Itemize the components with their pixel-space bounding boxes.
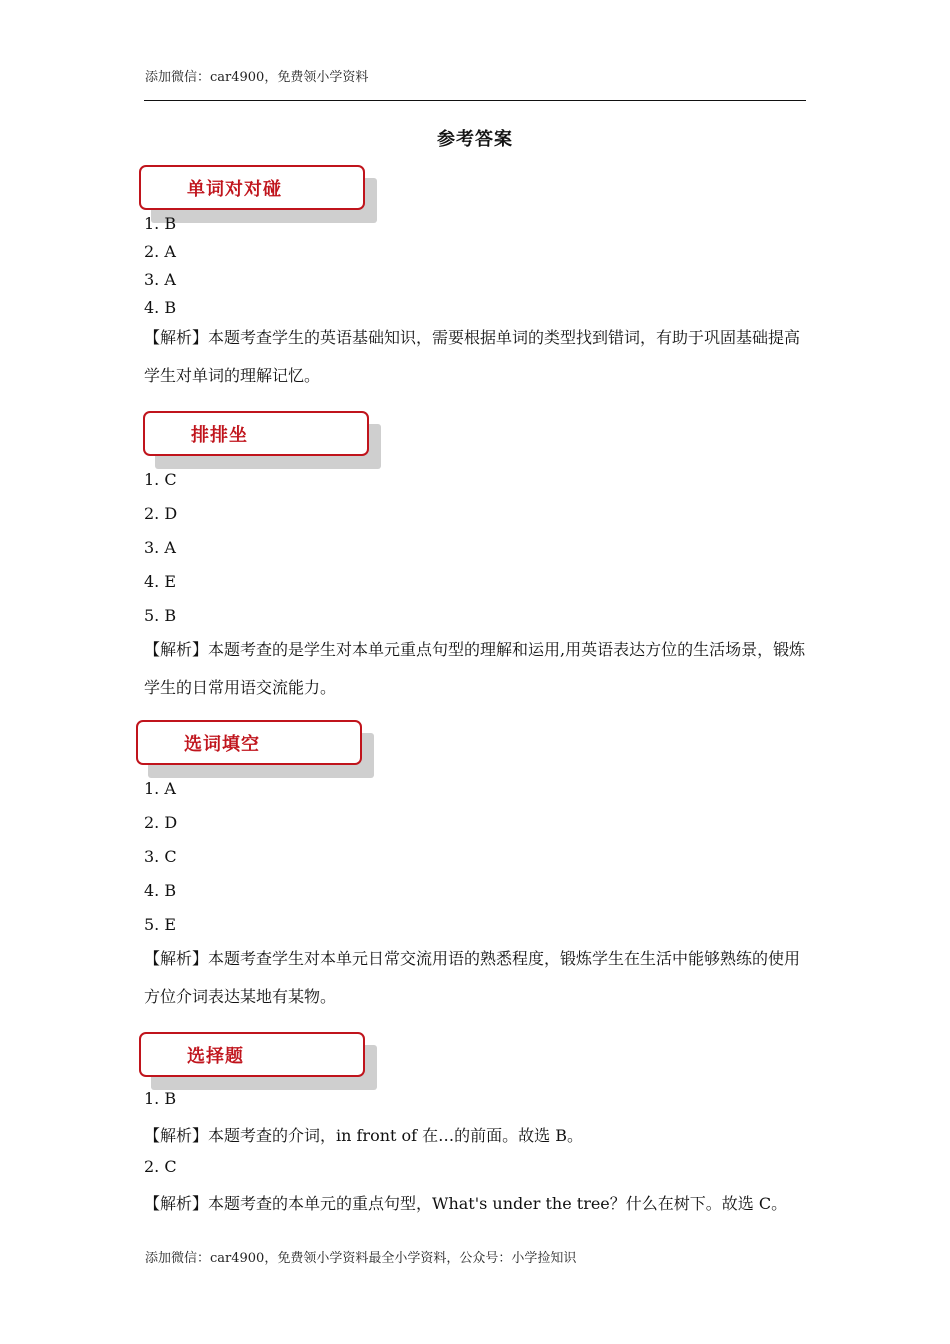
section-heading: 单词对对碰 bbox=[187, 179, 282, 200]
answer-item: 3. A bbox=[144, 270, 176, 289]
section-heading: 选择题 bbox=[187, 1046, 244, 1067]
analysis-text: 【解析】本题考查的介词，in front of 在…的前面。故选 B。 bbox=[144, 1126, 584, 1145]
answer-item: 3. C bbox=[144, 847, 177, 866]
section-header-box bbox=[139, 1032, 365, 1077]
answer-item: 4. B bbox=[144, 298, 177, 317]
answer-item: 4. B bbox=[144, 881, 177, 900]
section-heading: 选词填空 bbox=[184, 734, 260, 755]
answer-item: 2. D bbox=[144, 813, 178, 832]
answer-item: 4. E bbox=[144, 572, 177, 591]
answer-item: 1. B bbox=[144, 1089, 177, 1108]
section-header-word-match bbox=[139, 165, 365, 210]
analysis-text: 【解析】本题考查学生的英语基础知识，需要根据单词的类型找到错词，有助于巩固基础提高学生对单词的理解记忆。 bbox=[144, 328, 801, 385]
answer-item: 3. A bbox=[144, 538, 176, 557]
section-header-multiple-choice bbox=[139, 1032, 365, 1077]
page-title: 参考答案 bbox=[437, 129, 513, 150]
answer-item: 2. C bbox=[144, 1157, 177, 1176]
answer-item: 5. B bbox=[144, 606, 177, 625]
analysis-text: 【解析】本题考查学生对本单元日常交流用语的熟悉程度，锻炼学生在生活中能够熟练的使用方位介词表达某地有某物。 bbox=[144, 949, 801, 1006]
answer-item: 1. B bbox=[144, 214, 177, 233]
analysis-text: 【解析】本题考查的是学生对本单元重点句型的理解和运用,用英语表达方位的生活场景，锻炼学生的日常用语交流能力。 bbox=[144, 640, 806, 697]
section-heading: 排排坐 bbox=[191, 425, 248, 446]
section-header-box bbox=[143, 411, 369, 456]
header-text: 添加微信：car4900，免费领小学资料 bbox=[145, 70, 369, 85]
section-header-ordering bbox=[143, 411, 369, 456]
answer-item: 2. D bbox=[144, 504, 178, 523]
answer-item: 5. E bbox=[144, 915, 177, 934]
answer-item: 1. A bbox=[144, 779, 176, 798]
answer-item: 2. A bbox=[144, 242, 176, 261]
section-header-fill-blank bbox=[136, 720, 362, 765]
analysis-text: 【解析】本题考查的本单元的重点句型，What's under the tree？什么在树下。故选 C。 bbox=[144, 1194, 788, 1213]
answer-item: 1. C bbox=[144, 470, 177, 489]
header-rule bbox=[144, 100, 806, 101]
footer-text: 添加微信：car4900，免费领小学资料最全小学资料，公众号：小学捡知识 bbox=[145, 1251, 577, 1266]
